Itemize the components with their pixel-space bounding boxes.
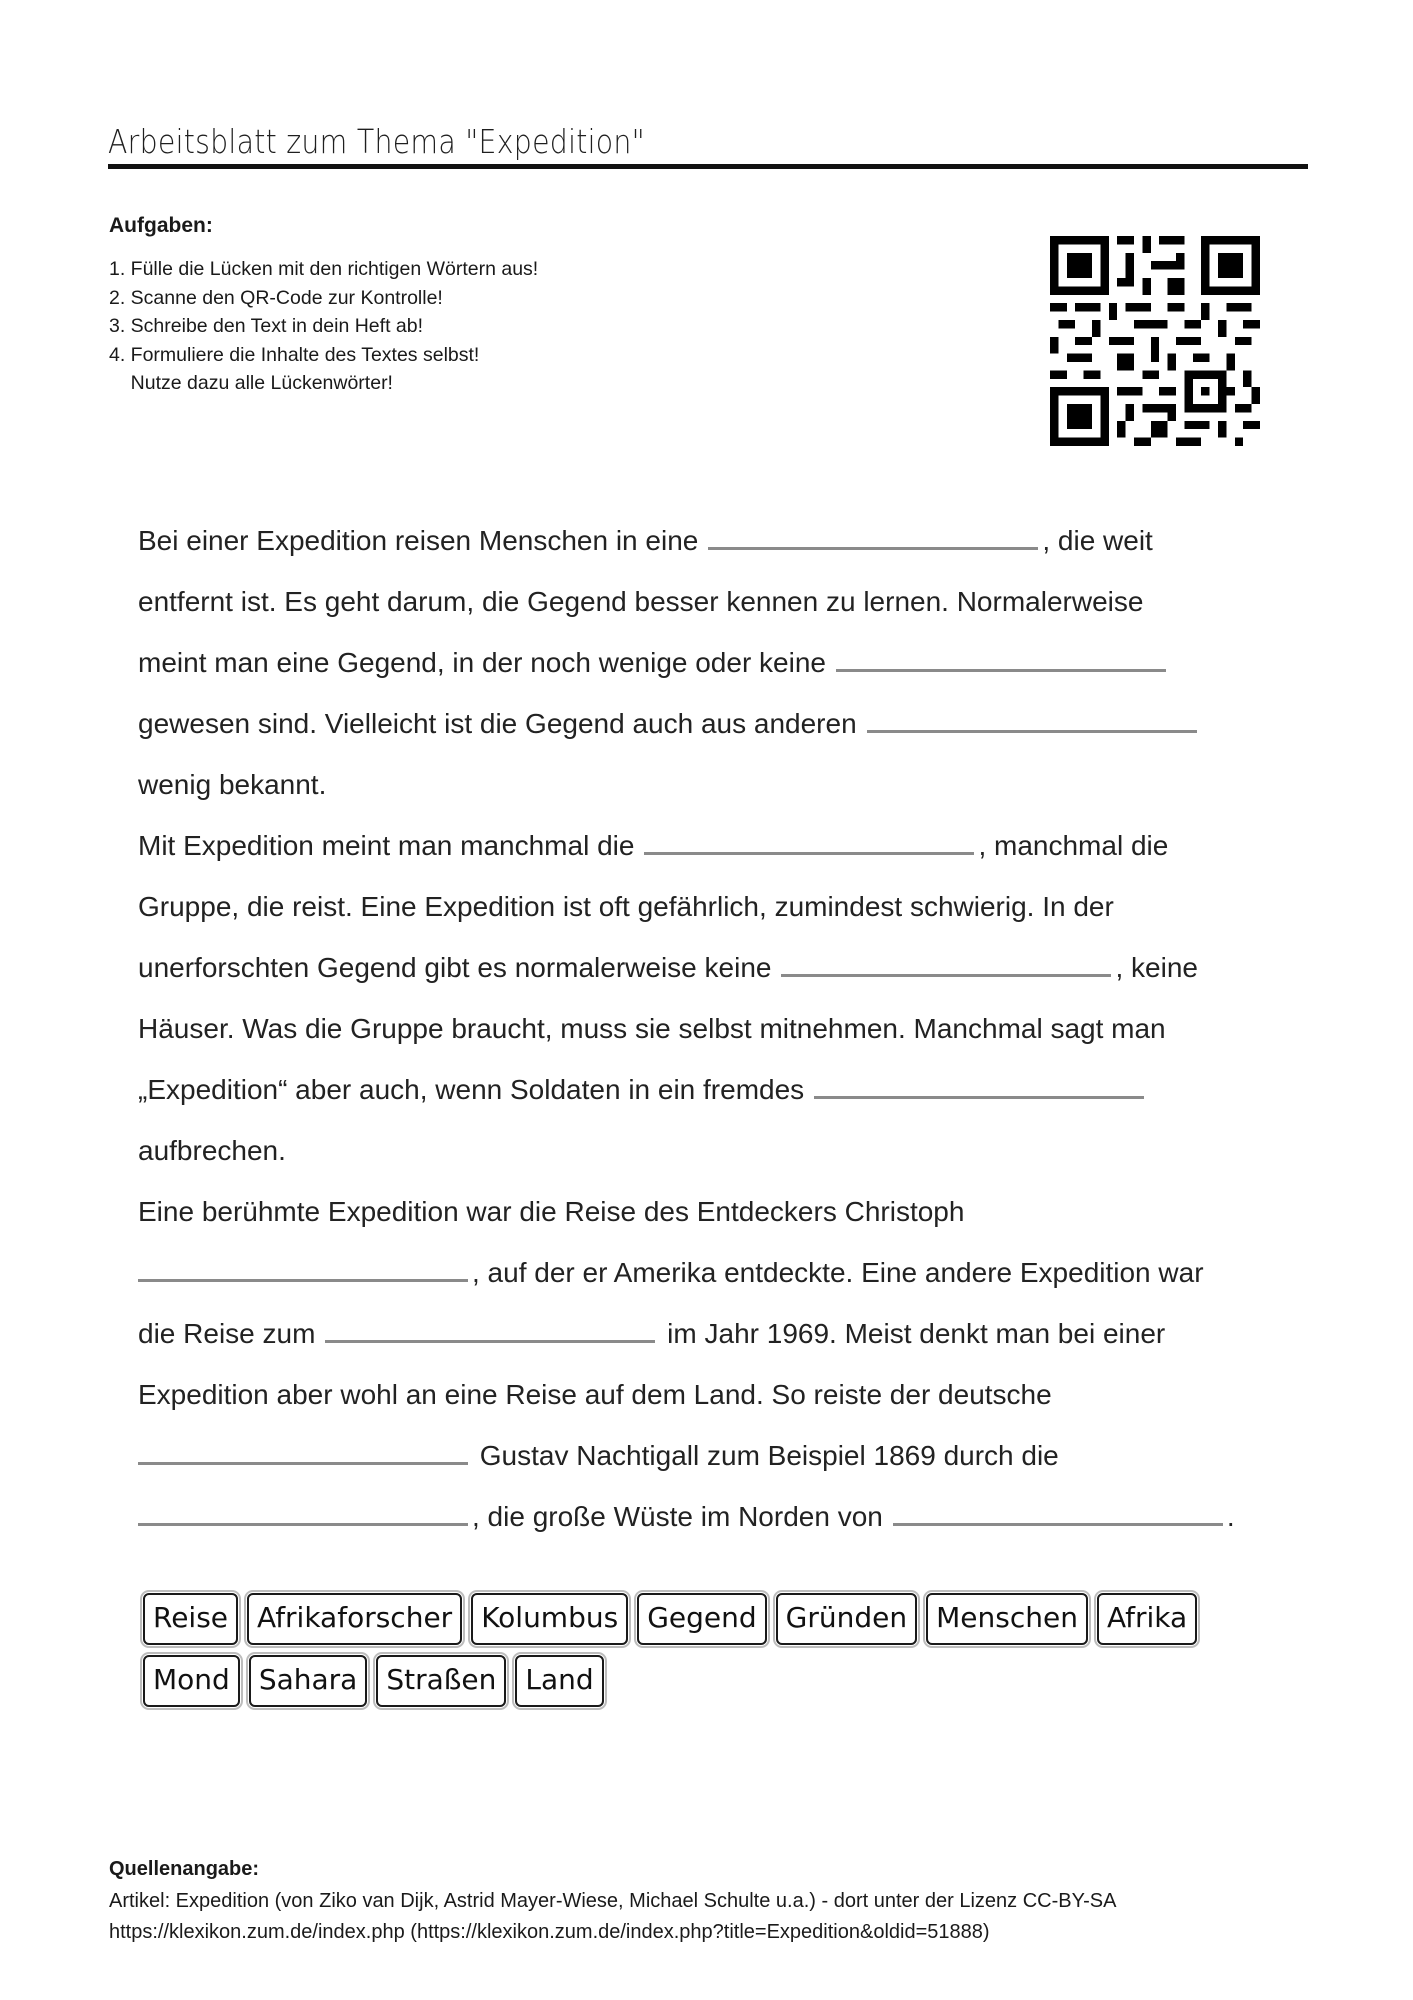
task-item: 4. Formuliere die Inhalte des Textes selbst! — [109, 343, 480, 366]
cloze-line: Gustav Nachtigall zum Beispiel 1869 durch die — [138, 1425, 1338, 1486]
task-item: 1. Fülle die Lücken mit den richtigen Wörtern aus! — [109, 258, 539, 280]
cloze-line: Eine berühmte Expedition war die Reise des Entdeckers Christoph — [138, 1196, 965, 1227]
answer-gap[interactable] — [814, 1068, 1144, 1099]
word-chip[interactable]: Afrikaforscher — [247, 1593, 462, 1645]
answer-gap[interactable] — [325, 1312, 655, 1343]
cloze-line: Gruppe, die reist. Eine Expedition ist oft gefährlich, zumindest schwierig. In der — [138, 891, 1114, 922]
cloze-line: gewesen sind. Vielleicht ist die Gegend auch aus anderen — [138, 693, 1338, 754]
cloze-line: Häuser. Was die Gruppe braucht, muss sie selbst mitnehmen. Manchmal sagt man — [138, 1013, 1166, 1044]
answer-gap[interactable] — [644, 824, 974, 855]
task-item: Nutze dazu alle Lückenwörter! — [109, 372, 393, 394]
answer-gap[interactable] — [893, 1495, 1223, 1526]
tasks-heading: Aufgaben: — [109, 214, 213, 237]
word-chip[interactable]: Menschen — [926, 1593, 1088, 1645]
task-list — [109, 255, 538, 398]
answer-gap[interactable] — [708, 519, 1038, 550]
task-item: 2. Scanne den QR-Code zur Kontrolle! — [109, 286, 443, 309]
word-chip[interactable]: Kolumbus — [471, 1593, 628, 1645]
answer-gap[interactable] — [836, 641, 1166, 672]
word-chip[interactable]: Sahara — [249, 1655, 368, 1707]
word-bank — [143, 1593, 1263, 1717]
cloze-line: , auf der er Amerika entdeckte. Eine andere Expedition war — [138, 1242, 1338, 1303]
word-chip[interactable]: Reise — [143, 1593, 238, 1645]
cloze-line: Mit Expedition meint man manchmal die , manchmal die — [138, 815, 1338, 876]
source-heading: Quellenangabe: — [109, 1858, 260, 1880]
source-link[interactable]: https://klexikon.zum.de/index.php (https://klexikon.zum.de/index.php?title=Expedition&oldid=51888) — [109, 1921, 990, 1943]
word-bank-row — [143, 1593, 1263, 1645]
answer-gap[interactable] — [781, 946, 1111, 977]
cloze-line: die Reise zum im Jahr 1969. Meist denkt man bei einer — [138, 1303, 1338, 1364]
cloze-line: wenig bekannt. — [138, 769, 327, 800]
cloze-line: unerforschten Gegend gibt es normalerweise keine , keine — [138, 937, 1338, 998]
cloze-line: Bei einer Expedition reisen Menschen in eine , die weit — [138, 510, 1338, 571]
cloze-line: , die große Wüste im Norden von . — [138, 1486, 1338, 1547]
cloze-line: aufbrechen. — [138, 1135, 286, 1166]
answer-gap[interactable] — [138, 1251, 468, 1282]
page-title: Arbeitsblatt zum Thema "Expedition" — [108, 122, 645, 161]
word-bank-row — [143, 1655, 1263, 1707]
word-chip[interactable]: Mond — [143, 1655, 240, 1707]
cloze-line: entfernt ist. Es geht darum, die Gegend besser kennen zu lernen. Normalerweise — [138, 586, 1144, 617]
answer-gap[interactable] — [138, 1495, 468, 1526]
answer-gap[interactable] — [138, 1434, 468, 1465]
title-divider — [108, 164, 1308, 169]
word-chip[interactable]: Afrika — [1097, 1593, 1197, 1645]
qr-code-icon[interactable] — [1050, 236, 1260, 446]
source-citation: Artikel: Expedition (von Ziko van Dijk, Astrid Mayer-Wiese, Michael Schulte u.a.) - dort unter der Lizenz CC-BY-SA — [109, 1890, 1117, 1912]
task-item: 3. Schreibe den Text in dein Heft ab! — [109, 315, 424, 337]
cloze-line: „Expedition“ aber auch, wenn Soldaten in ein fremdes — [138, 1059, 1338, 1120]
word-chip[interactable]: Land — [515, 1655, 603, 1707]
cloze-line: meint man eine Gegend, in der noch wenige oder keine — [138, 632, 1338, 693]
word-chip[interactable]: Gegend — [637, 1593, 766, 1645]
cloze-line: Expedition aber wohl an eine Reise auf dem Land. So reiste der deutsche — [138, 1379, 1052, 1410]
answer-gap[interactable] — [867, 702, 1197, 733]
word-chip[interactable]: Gründen — [776, 1593, 917, 1645]
cloze-text — [138, 510, 1338, 1547]
word-chip[interactable]: Straßen — [376, 1655, 506, 1707]
